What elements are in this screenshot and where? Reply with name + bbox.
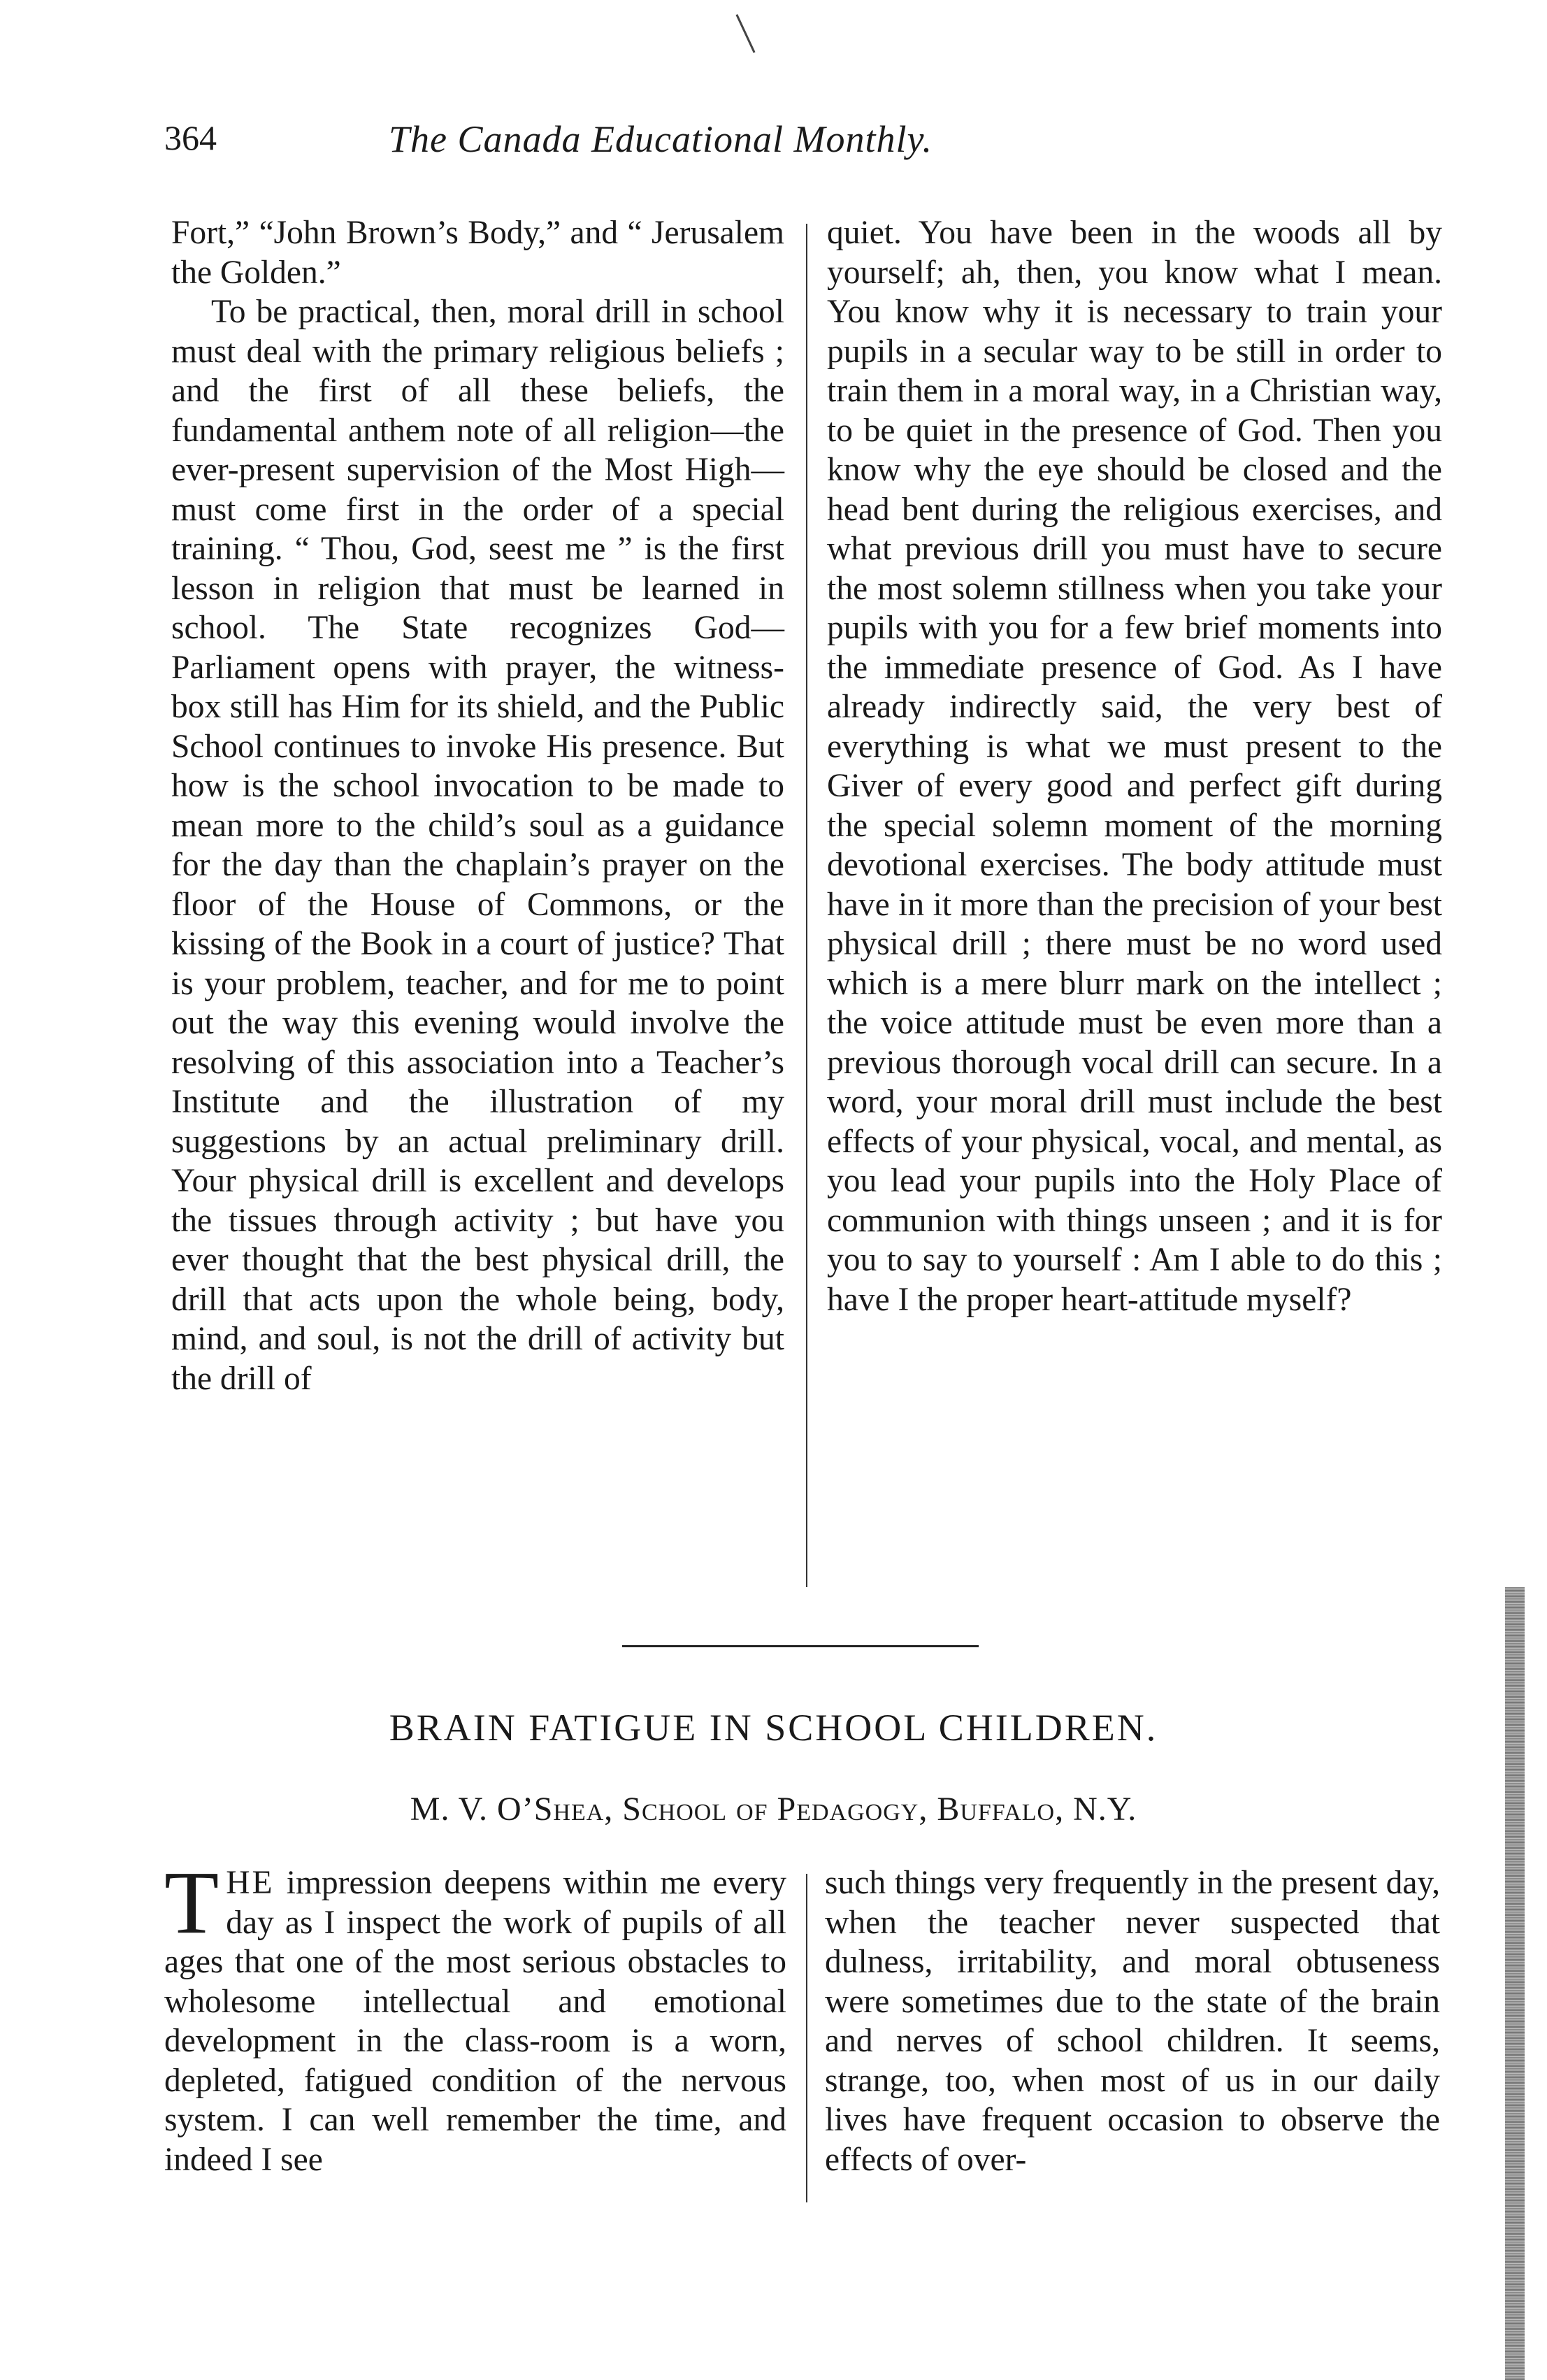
page-header (164, 117, 1157, 180)
page-edge-shadow (1505, 1587, 1525, 2380)
article-title: BRAIN FATIGUE IN SCHOOL CHILDREN. (389, 1707, 1158, 1749)
article-byline: M. V. O’Shea, School of Pedagogy, Buffalo, N.Y. (410, 1791, 1137, 1828)
drop-cap: T (164, 1853, 220, 1952)
paragraph-text: impression deepens within me every day as I inspect the work of pupils of all ages that one of the most serious obstacles to wholesome intellectual and emotional development in the class-room is a worn, depleted, fatigued condition of the nervous system. I can well remember the time, and indeed I see (164, 1865, 786, 2178)
column-divider (806, 1874, 807, 2202)
lead-smallcaps: HE (226, 1865, 275, 1901)
running-title: The Canada Educational Monthly. (389, 118, 933, 160)
section-divider (622, 1645, 979, 1647)
paragraph: To be practical, then, moral drill in school must deal with the primary religious beliefs ; and the first of all these beliefs, the fundamental anthem note of all religion—the ever-present supervision of the Most High—must come first in the order of a special training. “ Thou, God, seest me ” is the first lesson in religion that must be learned in school. The State recognizes God—Parliament opens with prayer, the witness-box still has Him for its shield, and the Public School continues to invoke His presence. But how is the school invocation to be made to mean more to the child’s soul as a guidance for the day than the chaplain’s prayer on the floor of the House of Commons, or the kissing of the Book in a court of justice? That is your problem, teacher, and for me to point out the way this evening would involve the resolving of this association into a Teacher’s Institute and the illustration of my suggestions by an actual preliminary drill. Your physical drill is excellent and develops the tissues through activity ; but have you ever thought that the best physical drill, the drill that acts upon the whole being, body, mind, and soul, is not the drill of activity but the drill of (171, 294, 784, 1397)
continued-right-column (827, 213, 1442, 1319)
article-right-column (825, 1863, 1440, 2179)
margin-mark (735, 14, 755, 53)
column-divider (806, 224, 807, 1587)
article-left-column (164, 1853, 786, 2179)
page-number: 364 (164, 118, 217, 157)
paragraph: such things very frequently in the present day, when the teacher never suspected that dulness, irritability, and moral obtuseness were sometimes due to the state of the brain and nerves of school children. It seems, strange, too, when most of us in our daily lives have frequent occasion to observe the effects of over- (825, 1865, 1440, 2178)
paragraph (164, 1853, 786, 2179)
paragraph: quiet. You have been in the woods all by yourself; ah, then, you know what I mean. You know why it is necessary to train your pupils in a secular way to be still in order to train them in a moral way, in a Christian way, to be quiet in the presence of God. Then you know why the eye should be closed and the head bent during the religious exercises, and what previous drill you must have to secure the most solemn stillness when you take your pupils with you for a few brief moments into the immediate presence of God. As I have already indirectly said, the very best of everything is what we must present to the Giver of every good and perfect gift during the special solemn moment of the morning devotional exercises. The body attitude must have in it more than the precision of your best physical drill ; there must be no word used which is a mere blurr mark on the intellect ; the voice attitude must be even more than a previous thorough vocal drill can secure. In a word, your moral drill must include the best effects of your physical, vocal, and mental, as you lead your pupils into the Holy Place of communion with things unseen ; and it is for you to say to yourself : Am I able to do this ; have I the proper heart-attitude myself? (827, 215, 1442, 1318)
continued-left-column (171, 213, 784, 1398)
paragraph: Fort,” “John Brown’s Body,” and “ Jerusalem the Golden.” (171, 215, 784, 291)
